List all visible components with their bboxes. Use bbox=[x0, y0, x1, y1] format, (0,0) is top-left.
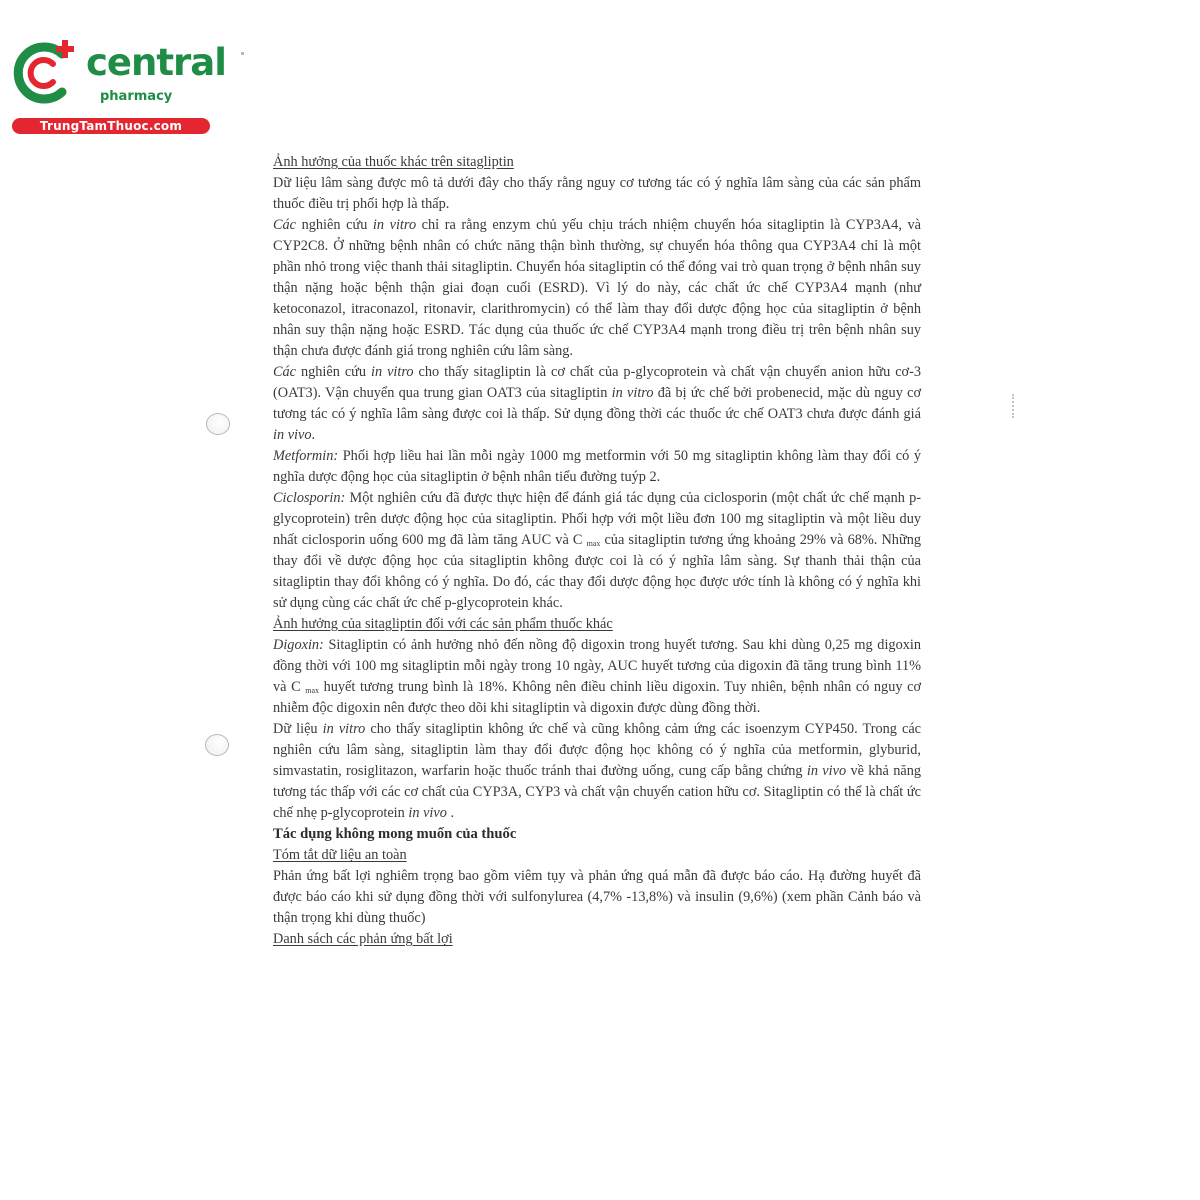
punch-hole bbox=[205, 734, 229, 756]
paragraph-ciclosporin: Ciclosporin: Một nghiên cứu đã được thực hiện để đánh giá tác dụng của ciclosporin (một chất ức chế mạnh p-glycoprotein) trên dược động học của sitagliptin. Phối hợp với một liều đơn 100 mg sitagliptin và một liều duy nhất ciclosporin uống 600 mg đã làm tăng AUC và C $_{max}$ của sitagliptin tương ứng khoảng 29% và 68%. Những thay đổi về dược động học của sitagliptin không được coi là có ý nghĩa lâm sàng. Sự thanh thải thận của sitagliptin thay đổi không có ý nghĩa. Do đó, các thay đổi dược động học được ước tính là không có ý nghĩa khi sử dụng cùng các chất ức chế p-glycoprotein khác. bbox=[273, 490, 922, 611]
heading-adverse-effects: Tác dụng không mong muốn của thuốc bbox=[273, 826, 517, 842]
central-pharmacy-logo bbox=[10, 38, 226, 136]
section-heading bbox=[273, 845, 921, 866]
section-heading bbox=[273, 614, 921, 635]
section-heading bbox=[273, 152, 921, 173]
heading-sitagliptin-effect: Ảnh hưởng của sitagliptin đối với các sản phẩm thuốc khác bbox=[273, 616, 613, 632]
brand-website: TrungTamThuoc.com bbox=[12, 118, 210, 134]
paragraph-invitro: Dữ liệu in vitro cho thấy sitagliptin không ức chế và cũng không cảm ứng các isoenzym CYP450. Trong các nghiên cứu lâm sàng, sitagliptin làm thay đổi được động học không có ý nghĩa của metformin, glyburid, simvastatin, rosiglitazon, warfarin hoặc thuốc tránh thai đường uống, cung cấp bằng chứng in vivo về khả năng tương tác thấp với các cơ chất của CYP3A, CYP3 và chất vận chuyển cation hữu cơ. Sitagliptin có thể là chất ức chế nhẹ p-glycoprotein in vivo . bbox=[273, 721, 922, 821]
brand-name: central bbox=[86, 41, 226, 84]
brand-subtitle: pharmacy bbox=[100, 89, 173, 104]
section-heading-bold bbox=[273, 824, 921, 845]
logo-cross-c-icon bbox=[10, 38, 80, 108]
scan-mark bbox=[241, 52, 244, 55]
punch-hole bbox=[206, 413, 230, 435]
heading-other-drugs: Ảnh hưởng của thuốc khác trên sitagliptin bbox=[273, 154, 514, 170]
paragraph-intro: Dữ liệu lâm sàng được mô tả dưới đây cho thấy rằng nguy cơ tương tác có ý nghĩa lâm sàng của các sản phẩm thuốc điều trị phối hợp là thấp. bbox=[273, 175, 921, 212]
paragraph-cyp: Các nghiên cứu in vitro chỉ ra rằng enzym chủ yếu chịu trách nhiệm chuyển hóa sitagliptin là CYP3A4, và CYP2C8. Ở những bệnh nhân có chức năng thận bình thường, sự chuyển hóa thông qua CYP3A4 chỉ là một phần nhỏ trong việc thanh thải sitagliptin. Chuyển hóa sitagliptin có thể đóng vai trò quan trọng ở bệnh nhân suy thận nặng hoặc bệnh thận giai đoạn cuối (ESRD). Vì lý do này, các chất ức chế CYP3A4 mạnh (như ketoconazol, itraconazol, ritonavir, clarithromycin) có thể làm thay đổi dược động học của sitagliptin ở bệnh nhân suy thận nặng hoặc ESRD. Tác dụng của thuốc ức chế CYP3A4 mạnh trong điều trị trên bệnh nhân suy thận chưa được đánh giá trong nghiên cứu lâm sàng. bbox=[273, 217, 921, 359]
margin-mark bbox=[1012, 394, 1016, 418]
section-heading bbox=[273, 929, 921, 950]
heading-safety-summary: Tóm tắt dữ liệu an toàn bbox=[273, 847, 407, 863]
paragraph-oat3: Các nghiên cứu in vitro cho thấy sitagliptin là cơ chất của p-glycoprotein và chất vận chuyển anion hữu cơ-3 (OAT3). Vận chuyển qua trung gian OAT3 của sitagliptin in vitro đã bị ức chế bởi probenecid, mặc dù nguy cơ tương tác có ý nghĩa lâm sàng được coi là thấp. Sử dụng đồng thời các thuốc ức chế OAT3 chưa được đánh giá in vivo. bbox=[273, 364, 922, 443]
document-body bbox=[273, 152, 921, 950]
paragraph-safety: Phản ứng bất lợi nghiêm trọng bao gồm viêm tụy và phản ứng quá mẫn đã được báo cáo. Hạ đường huyết đã được báo cáo khi sử dụng đồng thời với sulfonylurea (4,7% -13,8%) và insulin (9,6%) (xem phần Cảnh báo và thận trọng khi dùng thuốc) bbox=[273, 868, 921, 926]
heading-adverse-list: Danh sách các phản ứng bất lợi bbox=[273, 931, 453, 947]
paragraph-metformin: Metformin: Phối hợp liều hai lần mỗi ngày 1000 mg metformin với 50 mg sitagliptin không làm thay đổi có ý nghĩa dược động học của sitagliptin ở bệnh nhân tiểu đường tuýp 2. bbox=[273, 448, 921, 485]
paragraph-digoxin: Digoxin: Sitagliptin có ảnh hưởng nhỏ đến nồng độ digoxin trong huyết tương. Sau khi dùng 0,25 mg digoxin đồng thời với 100 mg sitagliptin mỗi ngày trong 10 ngày, AUC huyết tương của digoxin đã tăng trung bình 11% và C $_{max}$ huyết tương trung bình là 18%. Không nên điều chỉnh liều digoxin. Tuy nhiên, bệnh nhân có nguy cơ nhiễm độc digoxin nên được theo dõi khi sitagliptin và digoxin được dùng đồng thời. bbox=[273, 637, 921, 716]
